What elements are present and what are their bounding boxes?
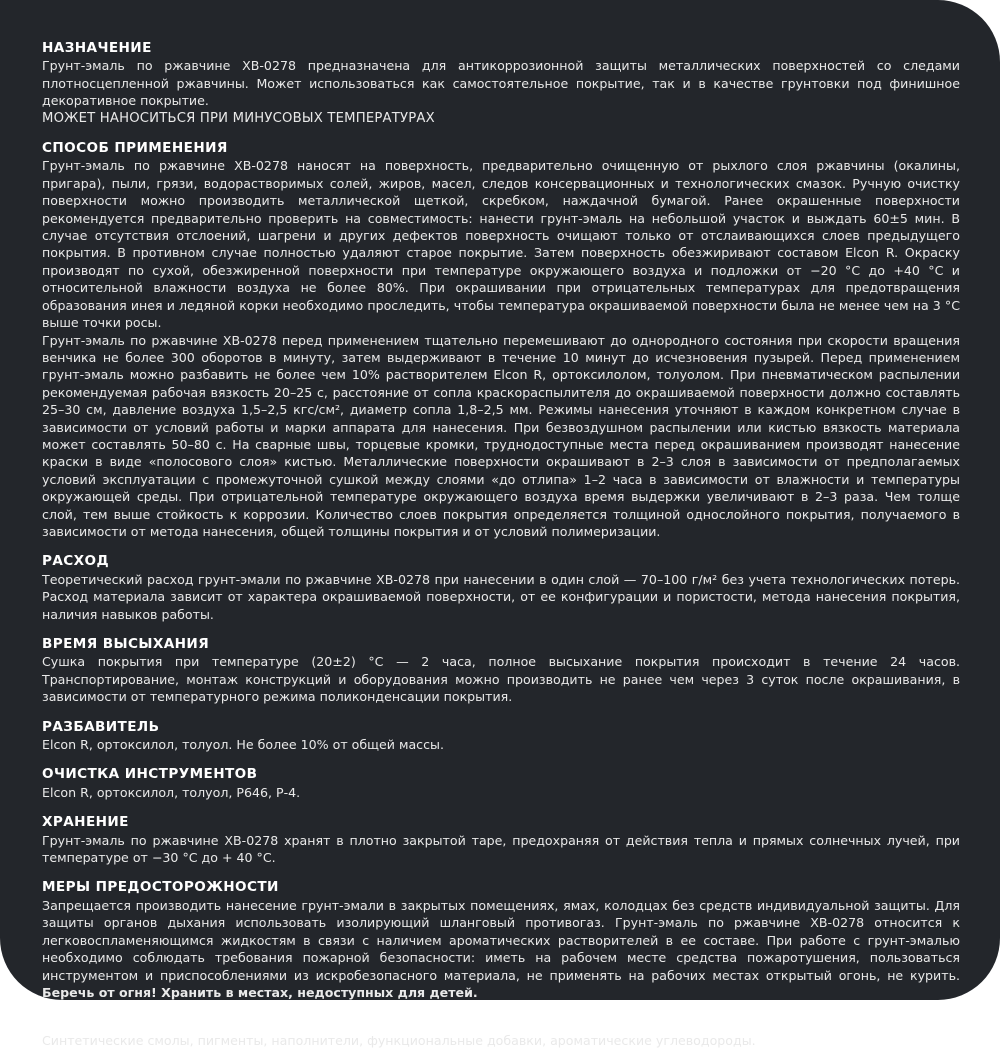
purpose-text: Грунт-эмаль по ржавчине ХВ-0278 предназначена для антикоррозионной защиты металлических поверхностей со следами плотносцепленной ржавчины. Может использоваться как самостоятельное покрытие, так и в качестве грунтовки под финишное декоративное покрытие.	[42, 58, 960, 109]
heading-thinner: РАЗБАВИТЕЛЬ	[42, 718, 160, 735]
composition-text: Синтетические смолы, пигменты, наполнители, функциональные добавки, ароматические углеводороды.	[42, 1032, 756, 1048]
heading-consumption: РАСХОД	[42, 553, 110, 570]
section-cleaning	[42, 766, 960, 801]
heading-application: СПОСОБ ПРИМЕНЕНИЯ	[42, 140, 228, 157]
storage-text: Грунт-эмаль по ржавчине ХВ-0278 хранят в плотно закрытой таре, предохраняя от действия тепла и прямых солнечных лучей, при температуре от −30 °С до + 40 °С.	[42, 832, 960, 866]
consumption-text: Теоретический расход грунт-эмали по ржавчине ХВ-0278 при нанесении в один слой — 70–100 г/м² без учета технологических потерь. Расход материала зависит от характера окрашиваемой поверхности, от ее конфигурации и пористости, метода нанесения покрытия, наличия навыков работы.	[42, 571, 960, 622]
section-precautions	[42, 879, 960, 1001]
precautions-paragraph	[42, 897, 960, 1001]
section-drying	[42, 636, 960, 706]
section-consumption	[42, 553, 960, 623]
heading-precautions: МЕРЫ ПРЕДОСТОРОЖНОСТИ	[42, 879, 279, 896]
section-application	[42, 140, 960, 540]
drying-text: Сушка покрытия при температуре (20±2) °С — 2 часа, полное высыхание покрытия происходит в течение 24 часов. Транспортирование, монтаж конструкций и оборудования можно производить не ранее чем через 3 суток после окрашивания, в зависимости от температурного режима поликонденсации покрытия.	[42, 654, 960, 705]
section-thinner	[42, 719, 960, 754]
heading-drying: ВРЕМЯ ВЫСЫХАНИЯ	[42, 636, 210, 652]
precautions-warning: Беречь от огня! Хранить в местах, недоступных для детей.	[42, 984, 478, 1000]
precautions-text: Запрещается производить нанесение грунт-эмали в закрытых помещениях, ямах, колодцах без средств индивидуальной защиты. Для защиты органов дыхания использовать изолирующий шланговый противогаз. Грунт-эмаль по ржавчине ХВ-0278 относится к легковоспламеняющимся жидкостям в связи с наличием ароматических растворителей в ее составе. При работе с грунт-эмалью необходимо соблюдать требования пожарной безопасности: иметь на рабочем месте средства пожаротушения, пользоваться инструментом и приспособлениями из искробезопасного материала, не применять на рабочих местах открытый огонь, не курить.	[42, 897, 960, 983]
heading-storage: ХРАНЕНИЕ	[42, 814, 129, 831]
application-paragraph-2: Грунт-эмаль по ржавчине ХВ-0278 перед применением тщательно перемешивают до однородного состояния при скорости вращения венчика не более 300 оборотов в минуту, затем выдерживают в течение 10 минут до исчезновения пузырей. Перед применением грунт-эмаль можно разбавить не более чем 10% растворителем Elcon R, ортоксилолом, толуолом. При пневматическом распылении рекомендуемая рабочая вязкость 20–25 с, расстояние от сопла краскораспылителя до окрашиваемой поверхности должно составлять 25–30 см, давление воздуха 1,5–2,5 кгс/см², диаметр сопла 1,8–2,5 мм. Режимы нанесения уточняют в каждом конкретном случае в зависимости от условий работы и марки аппарата для нанесения. При безвоздушном распылении или кистью вязкость материала может составлять 50–80 с. На сварные швы, торцевые кромки, труднодоступные места перед окрашиванием производят нанесение краски в виде «полосового слоя» кистью. Металлические поверхности окрашивают в 2–3 слоя в зависимости от предполагаемых условий эксплуатации с промежуточной сушкой между слоями «до отлипа» 1–2 часа в зависимости от влажности и температуры окружающей среды. При отрицательной температуре окружающего воздуха время выдержки увеличивают в 2–3 раза. Чем толще слой, тем выше стойкость к коррозии. Количество слоев покрытия определяется толщиной однослойного покрытия, получаемого в зависимости от метода нанесения, общей толщины покрытия и от условий полимеризации.	[42, 332, 960, 539]
document-body	[42, 40, 960, 1062]
heading-composition: СОСТАВ	[42, 1014, 107, 1031]
heading-purpose: НАЗНАЧЕНИЕ	[42, 40, 152, 56]
section-storage	[42, 814, 960, 866]
application-paragraph-1: Грунт-эмаль по ржавчине ХВ-0278 наносят на поверхность, предварительно очищенную от рыхлого слоя ржавчины (окалины, пригара), пыли, грязи, водорастворимых солей, жиров, масел, следов консервационных и технологических смазок. Ручную очистку поверхности можно производить металлической щеткой, скребком, наждачной бумагой. Ранее окрашенные поверхности рекомендуется предварительно проверить на совместимость: нанести грунт-эмаль на небольшой участок и выждать 60±5 мин. В случае отсутствия отслоений, шагрени и других дефектов поверхность очищают только от отслаивающихся слоев предыдущего покрытия. В противном случае полностью удаляют старое покрытие. Затем поверхность обезжиривают составом Elcon R. Окраску производят по сухой, обезжиренной поверхности при температуре окружающего воздуха и подложки от −20 °С до +40 °С и относительной влажности воздуха не более 80%. При окрашивании при отрицательных температурах для предотвращения образования инея и ледяной корки необходимо проследить, чтобы температура окрашиваемой поверхности была не менее чем на 3 °С выше точки росы.	[42, 158, 960, 331]
thinner-text: Elcon R, ортоксилол, толуол. Не более 10% от общей массы.	[42, 737, 444, 753]
heading-cleaning: ОЧИСТКА ИНСТРУМЕНТОВ	[42, 766, 258, 783]
purpose-note: МОЖЕТ НАНОСИТЬСЯ ПРИ МИНУСОВЫХ ТЕМПЕРАТУРАХ	[42, 110, 435, 126]
section-composition	[42, 1014, 960, 1049]
cleaning-text: Elcon R, ортоксилол, толуол, Р646, Р-4.	[42, 784, 301, 800]
section-purpose	[42, 40, 960, 127]
